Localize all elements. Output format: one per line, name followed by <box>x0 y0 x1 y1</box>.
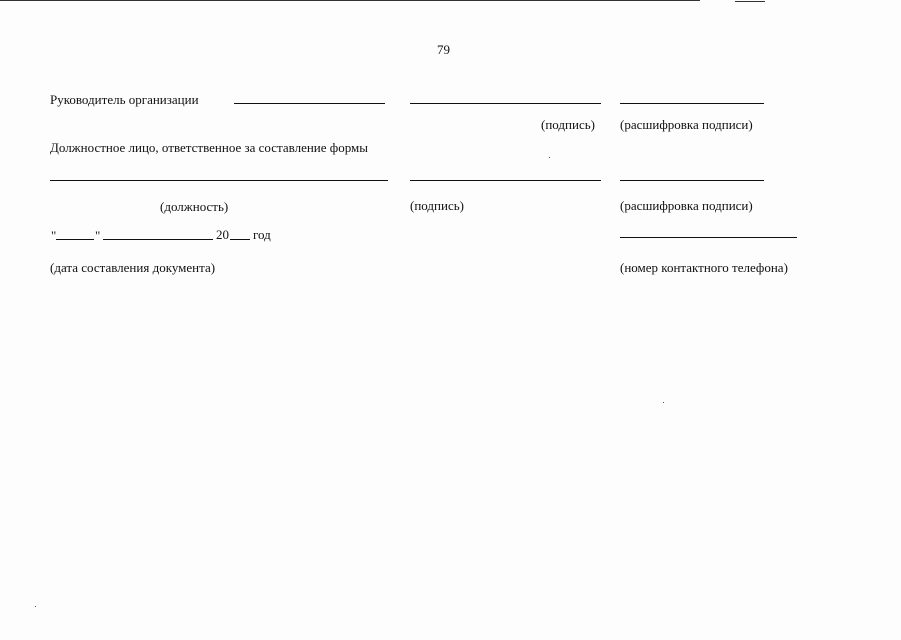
date-year-prefix: 20 <box>216 227 229 242</box>
page-number: 79 <box>437 42 450 57</box>
scan-edge-line-right <box>735 1 765 2</box>
responsible-signature-line[interactable] <box>410 180 601 181</box>
responsible-decoding-caption: (расшифровка подписи) <box>620 198 753 213</box>
date-caption: (дата составления документа) <box>50 260 216 275</box>
responsible-decoding-line[interactable] <box>620 180 764 181</box>
responsible-signature-caption: (подпись) <box>410 198 464 213</box>
scan-speck <box>549 157 550 158</box>
scan-edge-line <box>0 0 700 1</box>
scan-speck-right <box>663 402 664 403</box>
date-day-line[interactable] <box>56 239 94 240</box>
director-signature-caption: (подпись) <box>541 117 595 132</box>
director-blank-line[interactable] <box>234 103 385 104</box>
phone-caption: (номер контактного телефона) <box>620 260 788 275</box>
responsible-position-line[interactable] <box>50 180 388 181</box>
date-month-line[interactable] <box>103 239 213 240</box>
phone-line[interactable] <box>620 237 797 238</box>
scan-speck-bottom-left <box>35 606 36 607</box>
responsible-label: Должностное лицо, ответственное за составление формы <box>50 140 368 155</box>
director-label: Руководитель организации <box>50 92 199 107</box>
director-decoding-caption: (расшифровка подписи) <box>620 117 753 132</box>
director-decoding-line[interactable] <box>620 103 764 104</box>
date-open-quote: " <box>51 228 57 243</box>
date-year-line[interactable] <box>230 239 250 240</box>
responsible-position-caption: (должность) <box>160 199 229 214</box>
director-signature-line[interactable] <box>410 103 601 104</box>
date-year-suffix: год <box>253 227 271 242</box>
date-close-quote: " <box>95 228 101 243</box>
